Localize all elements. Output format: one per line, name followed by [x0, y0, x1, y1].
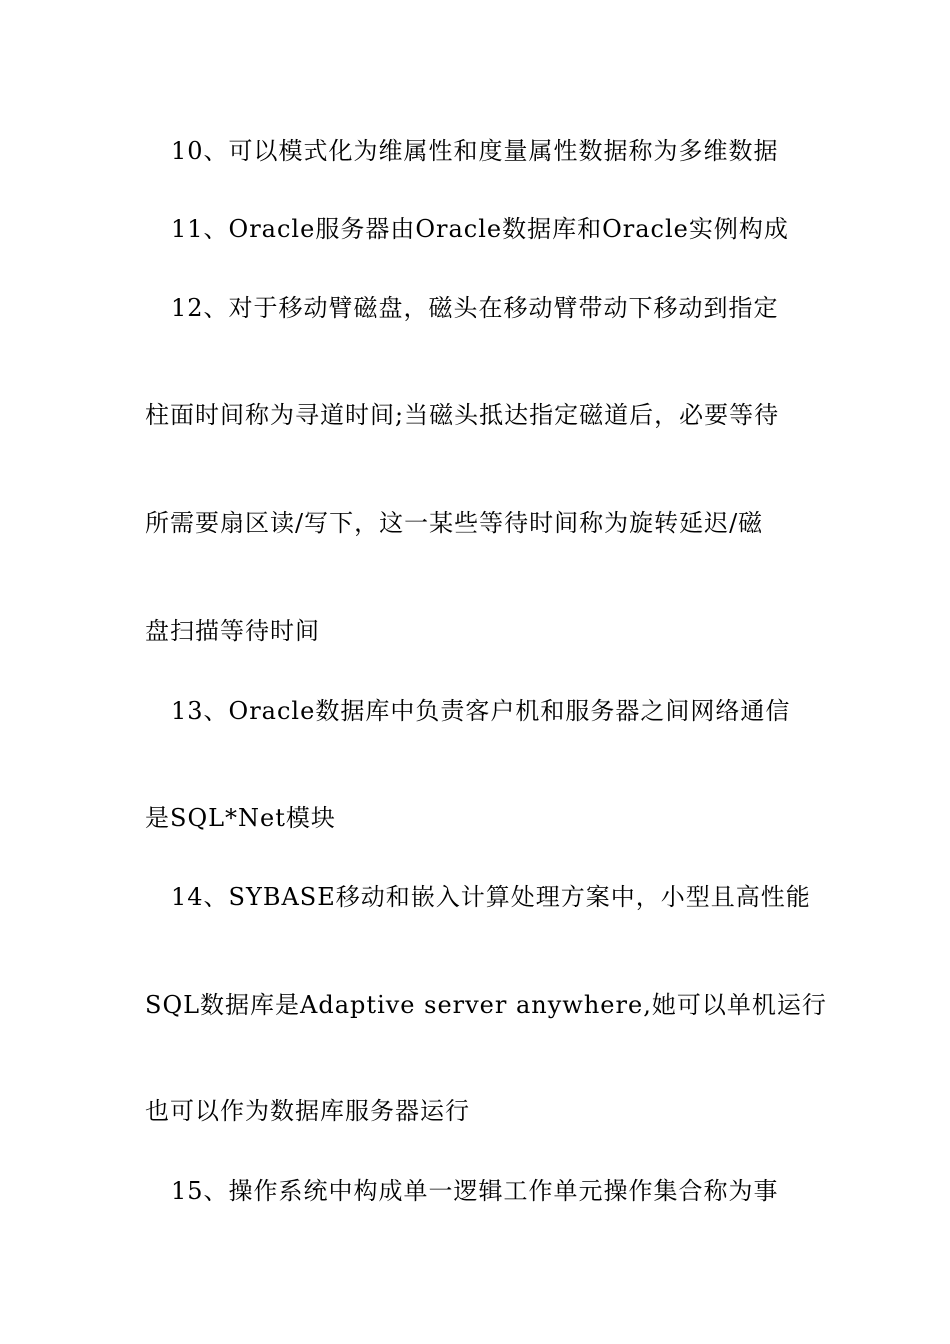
item-14-line-1: 14、SYBASE移动和嵌入计算处理方案中，小型且高性能	[171, 883, 811, 911]
item-12-line-3: 所需要扇区读/写下，这一某些等待时间称为旋转延迟/磁	[145, 509, 764, 537]
item-10-line-1: 10、可以模式化为维属性和度量属性数据称为多维数据	[171, 137, 779, 165]
item-14-line-3: 也可以作为数据库服务器运行	[145, 1097, 470, 1125]
item-11-line-1: 11、Oracle服务器由Oracle数据库和Oracle实例构成	[171, 215, 789, 243]
item-15-line-1: 15、操作系统中构成单一逻辑工作单元操作集合称为事	[171, 1177, 779, 1205]
item-13-line-1: 13、Oracle数据库中负责客户机和服务器之间网络通信	[171, 697, 791, 725]
item-12-line-2: 柱面时间称为寻道时间;当磁头抵达指定磁道后，必要等待	[145, 401, 780, 429]
item-13-line-2: 是SQL*Net模块	[145, 804, 336, 832]
item-12-line-4: 盘扫描等待时间	[145, 617, 320, 645]
item-12-line-1: 12、对于移动臂磁盘，磁头在移动臂带动下移动到指定	[171, 294, 779, 322]
item-14-line-2: SQL数据库是Adaptive server anywhere,她可以单机运行	[145, 991, 827, 1019]
